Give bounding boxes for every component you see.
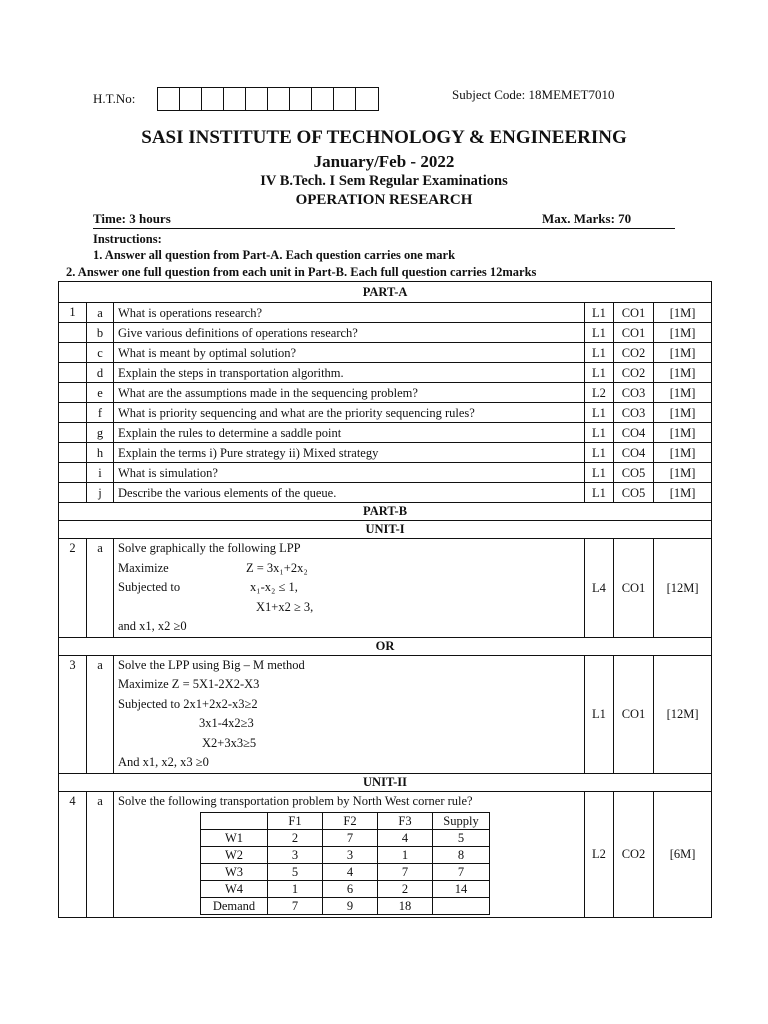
q2-line-3 (118, 578, 580, 598)
subject-code: Subject Code: 18MEMET7010 (452, 87, 615, 102)
question-text: Explain the rules to determine a saddle point (114, 423, 585, 443)
marks: [12M] (654, 539, 712, 638)
question-number (59, 443, 87, 463)
tp-cell: 1 (378, 846, 433, 863)
part-a-question-row (59, 363, 712, 383)
htno-box (356, 88, 378, 110)
tp-row (201, 880, 490, 897)
tp-cell: 8 (433, 846, 490, 863)
htno-box (246, 88, 268, 110)
tp-header-cell: F3 (378, 812, 433, 829)
question-4-row (59, 791, 712, 917)
question-sub: a (87, 655, 114, 773)
tp-cell: 3 (323, 846, 378, 863)
part-a-question-row (59, 303, 712, 323)
course-outcome: CO3 (614, 383, 654, 403)
q3-line-6: And x1, x2, x3 ≥0 (118, 755, 209, 769)
part-a-question-row (59, 463, 712, 483)
q2-line-1: Solve graphically the following LPP (118, 541, 301, 555)
tp-cell: 2 (268, 829, 323, 846)
question-number (59, 463, 87, 483)
question-text: What is priority sequencing and what are the priority sequencing rules? (114, 403, 585, 423)
htno-box (268, 88, 290, 110)
part-a-title: PART-A (59, 282, 712, 303)
part-a-question-row (59, 423, 712, 443)
q2-line-5: and x1, x2 ≥0 (118, 619, 187, 633)
question-sub: g (87, 423, 114, 443)
tp-row-label: W1 (201, 829, 268, 846)
q2-line-2b: Z = 3x₁+2x₂ (246, 560, 308, 575)
question-2-row (59, 539, 712, 638)
bloom-level: L1 (585, 655, 614, 773)
instruction-1: 1. Answer all question from Part-A. Each question carries one mark (93, 248, 456, 262)
q2-line-2 (118, 559, 580, 579)
tp-cell: 5 (433, 829, 490, 846)
marks: [1M] (654, 323, 712, 343)
marks: [1M] (654, 423, 712, 443)
course-outcome: CO2 (614, 363, 654, 383)
exam-name: IV B.Tech. I Sem Regular Examinations (260, 173, 508, 189)
question-text: Describe the various elements of the queue. (114, 483, 585, 503)
marks: [1M] (654, 363, 712, 383)
tp-cell: 4 (323, 863, 378, 880)
tp-cell: 18 (378, 897, 433, 914)
bloom-level: L1 (585, 363, 614, 383)
htno-box (158, 88, 180, 110)
bloom-level: L1 (585, 343, 614, 363)
question-sub: i (87, 463, 114, 483)
max-marks: Max. Marks: 70 (542, 211, 632, 226)
part-a-question-row (59, 383, 712, 403)
or-label: OR (59, 637, 712, 655)
tp-row (201, 846, 490, 863)
tp-cell: 2 (378, 880, 433, 897)
course-outcome: CO1 (614, 539, 654, 638)
q3-line-4: 3x1-4x2≥3 (199, 716, 254, 730)
marks: [12M] (654, 655, 712, 773)
course-outcome: CO3 (614, 403, 654, 423)
question-number: 4 (59, 791, 87, 917)
question-sub: d (87, 363, 114, 383)
htno-box (334, 88, 356, 110)
institute-title: SASI INSTITUTE OF TECHNOLOGY & ENGINEERING (141, 127, 627, 148)
bloom-level: L1 (585, 323, 614, 343)
course-outcome: CO5 (614, 483, 654, 503)
bloom-level: L2 (585, 791, 614, 917)
part-a-question-row (59, 483, 712, 503)
tp-cell: 1 (268, 880, 323, 897)
unit-1-title: UNIT-I (59, 521, 712, 539)
marks: [6M] (654, 791, 712, 917)
htno-box (290, 88, 312, 110)
tp-cell: 5 (268, 863, 323, 880)
question-number: 1 (59, 303, 87, 323)
question-sub: c (87, 343, 114, 363)
tp-cell: 4 (378, 829, 433, 846)
part-b-title: PART-B (59, 503, 712, 521)
marks: [1M] (654, 443, 712, 463)
question-sub: e (87, 383, 114, 403)
question-table (58, 281, 712, 918)
tp-row (201, 897, 490, 914)
tp-row-label: Demand (201, 897, 268, 914)
tp-cell: 7 (378, 863, 433, 880)
q2-line-4: X1+x2 ≥ 3, (256, 599, 314, 614)
or-divider (59, 637, 712, 655)
marks: [1M] (654, 463, 712, 483)
tp-header-row (201, 812, 490, 829)
question-sub: f (87, 403, 114, 423)
q3-line-5: X2+3x3≥5 (202, 735, 257, 750)
header-divider (93, 228, 675, 229)
bloom-level: L2 (585, 383, 614, 403)
transportation-table (200, 812, 490, 915)
course-outcome: CO1 (614, 323, 654, 343)
question-number (59, 343, 87, 363)
instruction-2: 2. Answer one full question from each unit in Part-B. Each full question carries 12marks (66, 265, 537, 279)
question-number: 3 (59, 655, 87, 773)
question-sub: h (87, 443, 114, 463)
part-b-header (59, 503, 712, 521)
question-number: 2 (59, 539, 87, 638)
question-sub: a (87, 539, 114, 638)
unit-2-title: UNIT-II (59, 773, 712, 791)
tp-cell: 9 (323, 897, 378, 914)
htno-box (312, 88, 334, 110)
question-text: What is meant by optimal solution? (114, 343, 585, 363)
subject-title: OPERATION RESEARCH (295, 192, 473, 208)
course-outcome: CO2 (614, 791, 654, 917)
htno-box (180, 88, 202, 110)
bloom-level: L1 (585, 483, 614, 503)
tp-cell: 7 (433, 863, 490, 880)
marks: [1M] (654, 303, 712, 323)
question-number (59, 483, 87, 503)
exam-month: January/Feb - 2022 (313, 152, 455, 171)
course-outcome: CO4 (614, 443, 654, 463)
question-number (59, 403, 87, 423)
unit-1-header (59, 521, 712, 539)
question-sub: a (87, 303, 114, 323)
q2-line-3a: Subjected to (118, 580, 181, 594)
tp-row-label: W2 (201, 846, 268, 863)
tp-header-cell: Supply (433, 812, 490, 829)
question-sub: b (87, 323, 114, 343)
exam-time: Time: 3 hours (93, 211, 171, 226)
q3-line-2: Maximize Z = 5X1-2X2-X3 (118, 677, 260, 691)
bloom-level: L1 (585, 423, 614, 443)
htno-label: H.T.No: (93, 91, 136, 106)
bloom-level: L1 (585, 443, 614, 463)
part-a-question-row (59, 403, 712, 423)
question-text: What is simulation? (114, 463, 585, 483)
question-text: What are the assumptions made in the sequencing problem? (114, 383, 585, 403)
question-sub: j (87, 483, 114, 503)
q2-line-2a: Maximize (118, 560, 169, 575)
tp-cell: 6 (323, 880, 378, 897)
question-4-text (114, 791, 585, 917)
marks: [1M] (654, 343, 712, 363)
question-number (59, 323, 87, 343)
course-outcome: CO1 (614, 303, 654, 323)
part-a-question-row (59, 443, 712, 463)
marks: [1M] (654, 383, 712, 403)
tp-cell: 7 (323, 829, 378, 846)
marks: [1M] (654, 483, 712, 503)
question-number (59, 423, 87, 443)
question-text: What is operations research? (114, 303, 585, 323)
tp-row (201, 863, 490, 880)
course-outcome: CO1 (614, 655, 654, 773)
tp-cell: 3 (268, 846, 323, 863)
tp-header-cell (201, 812, 268, 829)
bloom-level: L4 (585, 539, 614, 638)
tp-row-label: W3 (201, 863, 268, 880)
question-number (59, 383, 87, 403)
question-sub: a (87, 791, 114, 917)
question-3-text (114, 655, 585, 773)
instructions-title: Instructions: (93, 232, 162, 246)
tp-cell: 14 (433, 880, 490, 897)
tp-row-label: W4 (201, 880, 268, 897)
question-text: Explain the steps in transportation algorithm. (114, 363, 585, 383)
bloom-level: L1 (585, 463, 614, 483)
course-outcome: CO4 (614, 423, 654, 443)
tp-cell (433, 897, 490, 914)
htno-box (224, 88, 246, 110)
marks: [1M] (654, 403, 712, 423)
question-2-text (114, 539, 585, 638)
part-a-question-row (59, 323, 712, 343)
tp-cell: 7 (268, 897, 323, 914)
bloom-level: L1 (585, 403, 614, 423)
htno-boxes (157, 87, 379, 111)
q4-line-1: Solve the following transportation problem by North West corner rule? (118, 793, 473, 808)
question-text: Give various definitions of operations research? (114, 323, 585, 343)
course-outcome: CO2 (614, 343, 654, 363)
question-number (59, 363, 87, 383)
question-text: Explain the terms i) Pure strategy ii) Mixed strategy (114, 443, 585, 463)
htno-box (202, 88, 224, 110)
unit-2-header (59, 773, 712, 791)
part-a-question-row (59, 343, 712, 363)
tp-header-cell: F1 (268, 812, 323, 829)
q2-line-3b: x₁-x₂ ≤ 1, (250, 580, 298, 594)
tp-row (201, 829, 490, 846)
part-a-header (59, 282, 712, 303)
tp-header-cell: F2 (323, 812, 378, 829)
course-outcome: CO5 (614, 463, 654, 483)
q3-line-1: Solve the LPP using Big – M method (118, 657, 305, 672)
q3-line-3: Subjected to 2x1+2x2-x3≥2 (118, 696, 258, 711)
bloom-level: L1 (585, 303, 614, 323)
question-3-row (59, 655, 712, 773)
